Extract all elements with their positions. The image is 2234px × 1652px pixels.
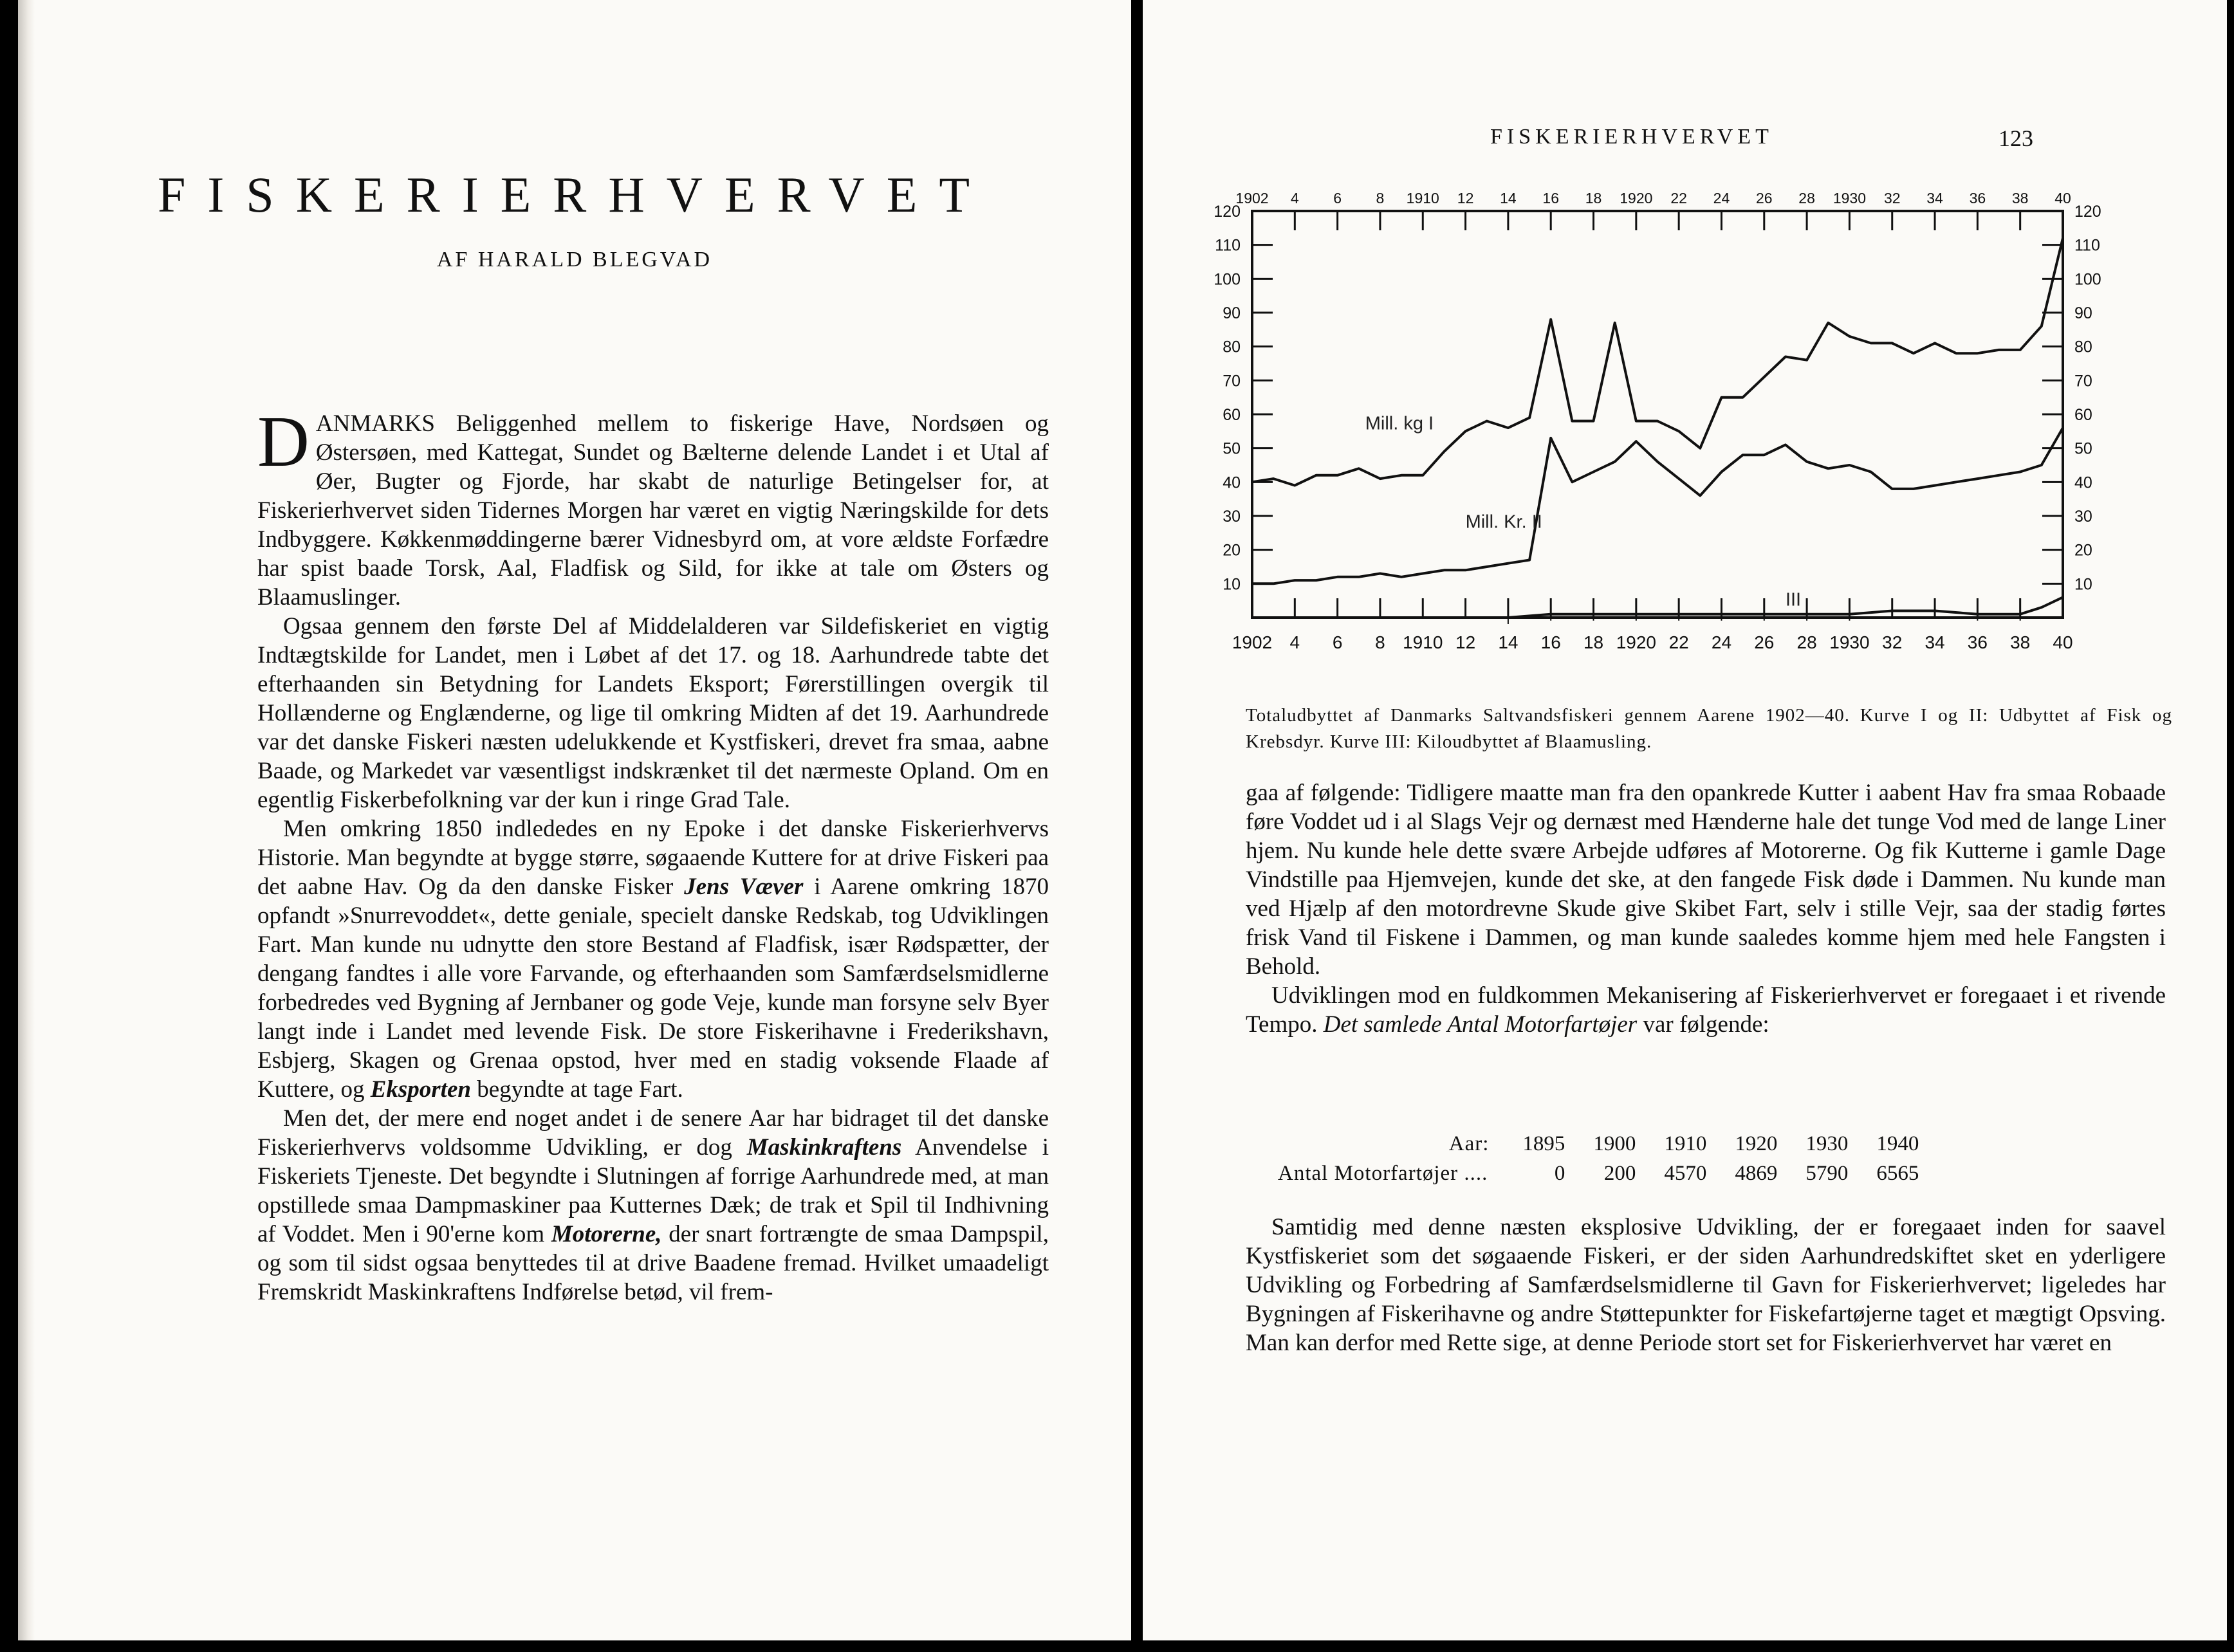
paragraph-text: begyndte at tage Fart.	[477, 1076, 683, 1103]
x-tick-label-bottom: 18	[1583, 632, 1604, 652]
paragraph: Ogsaa gennem den første Del af Middelalderen var Sildefiskeriet en vigtig Indtægtskilde for Landet, men i Løbet af det 17. og 18. Aarhundrede tabte det efterhaanden sin Betydning for Landets Eksport; Førerstillingen overgik til Hollænderne og Englænderne, og lige til omkring Midten af det 19. Aarhundrede var det danske Fiskeri næsten udelukkende et Kystfiskeri, drevet fra smaa, aabne Baade, og Markedet var væsentligst indskrænket til det nærmeste Opland. Om en egentlig Fiskerbefolkning var der kun i ringe Grad Tale.	[257, 613, 1049, 813]
x-tick-label-bottom: 14	[1498, 632, 1519, 652]
y-tick-label-left: 120	[1214, 203, 1241, 221]
page-number: 123	[1999, 125, 2033, 151]
x-tick-label-top: 4	[1290, 190, 1299, 206]
x-tick-label-bottom: 22	[1668, 632, 1689, 652]
series-line-kr-ii	[1252, 428, 2063, 583]
y-tick-label-left: 80	[1223, 338, 1241, 356]
x-tick-label-bottom: 1910	[1403, 632, 1443, 652]
y-tick-label-right: 10	[2074, 575, 2092, 594]
emphasis: Motorerne,	[551, 1221, 662, 1247]
x-tick-label-top: 1910	[1406, 190, 1439, 206]
x-tick-label-bottom: 6	[1332, 632, 1343, 652]
x-tick-label-top: 32	[1883, 190, 1901, 206]
figure-caption	[1246, 702, 2172, 755]
x-tick-label-bottom: 32	[1882, 632, 1903, 652]
left-page	[18, 0, 1131, 1640]
paragraph: Samtidig med denne næsten eksplosive Udvikling, der er foregaaet inden for saavel Kystfiskeriet som det søgaaende Fiskeri, er der siden Aarhundredskiftet sket en yderligere Udvikling og Forbedring af Samfærdselsmidlerne til Gavn for Fiskerierhvervet; ligeledes har Bygningen af Fiskerihavne og andre Støttepunkter for Fiskefartøjerne taget et mægtigt Opsving. Man kan derfor med Rette sige, at denne Periode stort set for Fiskerierhvervet har været en	[1246, 1214, 2166, 1356]
drop-cap: D	[257, 402, 309, 482]
y-tick-label-right: 30	[2074, 508, 2092, 526]
caption-text: Kurve I og II: Udbyttet af Fisk og Krebsdyr. Kurve III: Kiloudbyttet af Blaamusling.	[1246, 705, 2172, 752]
table-row	[1278, 1159, 1919, 1188]
year-cell: 1895	[1522, 1132, 1565, 1155]
paragraph-text: Men det, der mere end noget andet i de senere Aar har bidraget til det danske Fiskerierhvervs voldsomme Udvikling, er dog	[257, 1105, 1049, 1161]
y-tick-label-left: 110	[1215, 236, 1241, 255]
y-tick-label-left: 90	[1223, 304, 1241, 322]
x-tick-label-top: 1930	[1832, 190, 1867, 206]
paragraph-text: var følgende:	[1643, 1011, 1769, 1038]
x-tick-label-bottom: 28	[1796, 632, 1817, 652]
book-binding-shadow	[18, 0, 35, 1640]
x-tick-label-bottom: 26	[1754, 632, 1775, 652]
y-tick-label-right: 40	[2074, 473, 2092, 492]
caption-text: Totaludbyttet af Danmarks Saltvandsfiskeri gennem Aarene 1902—40.	[1246, 705, 1851, 726]
x-tick-label-top: 8	[1376, 190, 1385, 206]
x-tick-label-top: 14	[1500, 190, 1517, 206]
x-tick-label-bottom: 36	[1967, 632, 1988, 652]
emphasis: Det samlede Antal Motorfartøjer	[1323, 1011, 1638, 1038]
x-tick-label-top: 36	[1969, 190, 1986, 206]
count-cell: 4869	[1735, 1162, 1778, 1185]
x-tick-label-bottom: 34	[1925, 632, 1945, 652]
x-tick-label-top: 34	[1926, 190, 1943, 206]
year-cell: 1900	[1593, 1132, 1636, 1155]
y-tick-label-left: 100	[1214, 270, 1241, 289]
curve-label-iii: III	[1785, 589, 1802, 610]
paragraph-text: Men omkring 1850 indlededes en ny Epoke i det danske Fiskerierhvervs Historie. Man begyndte at bygge større, søgaaende Kuttere for at drive Fiskeri paa det aabne Hav. Og da den danske Fisker	[257, 816, 1049, 900]
count-cell: 0	[1554, 1162, 1565, 1185]
year-cell: 1930	[1805, 1132, 1849, 1155]
x-tick-label-bottom: 1902	[1232, 632, 1273, 652]
x-tick-label-top: 24	[1713, 190, 1730, 206]
y-tick-label-left: 30	[1223, 508, 1241, 526]
right-body-text	[1246, 778, 2166, 1039]
x-tick-label-top: 1920	[1620, 190, 1653, 206]
paragraph-text: Beliggenhed mellem to fiskerige Have, Nordsøen og Østersøen, med Kattegat, Sundet og Bælterne delende Landet i et Utal af Øer, Bugter og Fjorde, har skabt de naturlige Betingelser for, at Fiskerierhvervet siden Tidernes Morgen har været en vigtig Næringskilde for dets Indbyggere. Køkkenmøddingerne bærer Vidnesbyrd om, at vore ældste Forfædre har spist baade Torsk, Aal, Fladfisk og Sild, for ikke at tale om Østers og Blaamuslinger.	[257, 410, 1049, 610]
x-tick-label-top: 16	[1542, 190, 1560, 206]
fishery-yield-chart	[1188, 174, 2166, 701]
y-tick-label-left: 40	[1223, 473, 1241, 492]
y-tick-label-right: 80	[2074, 338, 2092, 356]
y-tick-label-left: 70	[1223, 372, 1241, 390]
motor-vessel-table	[1278, 1129, 1919, 1188]
x-tick-label-top: 40	[2054, 190, 2071, 206]
x-tick-label-top: 38	[2011, 190, 2029, 206]
x-tick-label-bottom: 12	[1455, 632, 1476, 652]
curve-label-kr-ii: Mill. Kr. II	[1465, 511, 1542, 533]
emphasis: Maskinkraftens	[746, 1134, 902, 1161]
row-label-count: Antal Motorfartøjer ....	[1278, 1162, 1488, 1185]
count-cell: 200	[1603, 1162, 1636, 1185]
row-label-year: Aar:	[1448, 1132, 1490, 1155]
emphasis: Jens Væver	[684, 874, 804, 900]
paragraph: gaa af følgende: Tidligere maatte man fra den opankrede Kutter i aabent Hav fra smaa Robaade føre Voddet ud i al Slags Vejr og dernæst med Hænderne hale det tunge Vod med de lange Liner hjem. Nu kunde hele dette svære Arbejde udføres af Motorerne. Og fik Kutterne i gamle Dage Vindstille paa Hjemvejen, kunde det ske, at den fangede Fisk døde i Dammen. Nu kunde man ved Hjælp af den motordrevne Skude give Skibet Fart, selv i stille Vejr, saa der stadig førtes frisk Vand til Fiskene i Dammen, og man kunde saaledes komme hjem med hele Fangsten i Behold.	[1246, 780, 2166, 980]
count-cell: 5790	[1805, 1162, 1849, 1185]
paragraph	[257, 402, 1049, 612]
y-tick-label-left: 10	[1223, 575, 1241, 594]
y-tick-label-left: 50	[1223, 439, 1241, 458]
year-cell: 1910	[1664, 1132, 1707, 1155]
x-tick-label-top: 6	[1333, 190, 1342, 206]
x-tick-label-bottom: 1930	[1829, 632, 1870, 652]
x-tick-label-bottom: 4	[1289, 632, 1300, 652]
x-tick-label-bottom: 40	[2053, 632, 2073, 652]
x-tick-label-bottom: 1920	[1616, 632, 1656, 652]
paragraph-text: der snart fortrængte de smaa Dampspil, og som til sidst ogsaa benyttedes til at drive Baadene fremad. Hvilket umaadeligt Fremskridt Maskinkraftens Indførelse betød, vil frem-	[257, 1221, 1049, 1305]
right-body-text-2	[1246, 1213, 2166, 1357]
lead-word: ANMARKS	[315, 410, 435, 437]
table-row	[1278, 1129, 1919, 1159]
y-tick-label-right: 90	[2074, 304, 2092, 322]
paragraph	[1246, 981, 2166, 1039]
x-tick-label-top: 22	[1670, 190, 1687, 206]
x-tick-label-top: 12	[1457, 190, 1474, 206]
y-tick-label-right: 120	[2074, 203, 2101, 221]
paragraph	[257, 1104, 1049, 1307]
count-cell: 6565	[1876, 1162, 1919, 1185]
y-tick-label-right: 20	[2074, 541, 2092, 560]
y-tick-label-right: 110	[2074, 236, 2100, 255]
y-tick-label-right: 50	[2074, 439, 2092, 458]
left-body-text	[257, 402, 1049, 1307]
x-tick-label-bottom: 24	[1711, 632, 1732, 652]
count-cell: 4570	[1664, 1162, 1707, 1185]
y-tick-label-left: 60	[1223, 406, 1241, 424]
running-head: FISKERIERHVERVET	[1490, 125, 1773, 149]
series-line-iii	[1252, 597, 2063, 618]
article-title: FISKERIERHVERVET	[157, 167, 992, 223]
paragraph-text: i Aarene omkring 1870 opfandt »Snurrevoddet«, dette geniale, specielt danske Redskab, tog Udviklingen Fart. Man kunde nu udnytte den store Bestand af Fladfisk, især Rødspætter, der dengang fandtes i alle vore Farvande, og efterhaanden som Samfærdselsmidlerne forbedredes ved Bygning af Jernbaner og gode Veje, kunde man forsyne selv Byer langt inde i Landet med levende Fisk. De store Fiskerihavne i Frederikshavn, Esbjerg, Skagen og Grenaa opstod, hver med en stadig voksende Flaade af Kuttere, og	[257, 874, 1049, 1103]
y-tick-label-right: 70	[2074, 372, 2092, 390]
x-tick-label-top: 26	[1755, 190, 1773, 206]
x-tick-label-bottom: 8	[1375, 632, 1385, 652]
x-tick-label-top: 18	[1585, 190, 1602, 206]
x-tick-label-top: 1902	[1235, 190, 1269, 206]
series-line-kg-i	[1252, 238, 2063, 485]
y-tick-label-left: 20	[1223, 541, 1241, 560]
curve-label-kg-i: Mill. kg I	[1365, 413, 1434, 434]
emphasis: Eksporten	[370, 1076, 471, 1103]
y-tick-label-right: 100	[2074, 270, 2101, 289]
paragraph	[257, 814, 1049, 1104]
paragraph-text: Udviklingen mod en fuldkommen Mekanisering af Fiskerierhvervet er foregaaet i et rivende Tempo.	[1246, 982, 2166, 1038]
right-page	[1143, 0, 2227, 1640]
x-tick-label-bottom: 38	[2010, 632, 2031, 652]
article-author: AF HARALD BLEGVAD	[436, 248, 713, 271]
x-tick-label-top: 28	[1798, 190, 1815, 206]
y-tick-label-right: 60	[2074, 406, 2092, 424]
year-cell: 1940	[1876, 1132, 1919, 1155]
year-cell: 1920	[1735, 1132, 1778, 1155]
x-tick-label-bottom: 16	[1540, 632, 1561, 652]
paragraph-text: Anvendelse i Fiskeriets Tjeneste. Det begyndte i Slutningen af forrige Aarhundrede med, at man opstillede smaa Dampmaskiner paa Kutternes Dæk; de trak et Spil til Indhivning af Voddet. Men i 90'erne kom	[257, 1134, 1049, 1247]
